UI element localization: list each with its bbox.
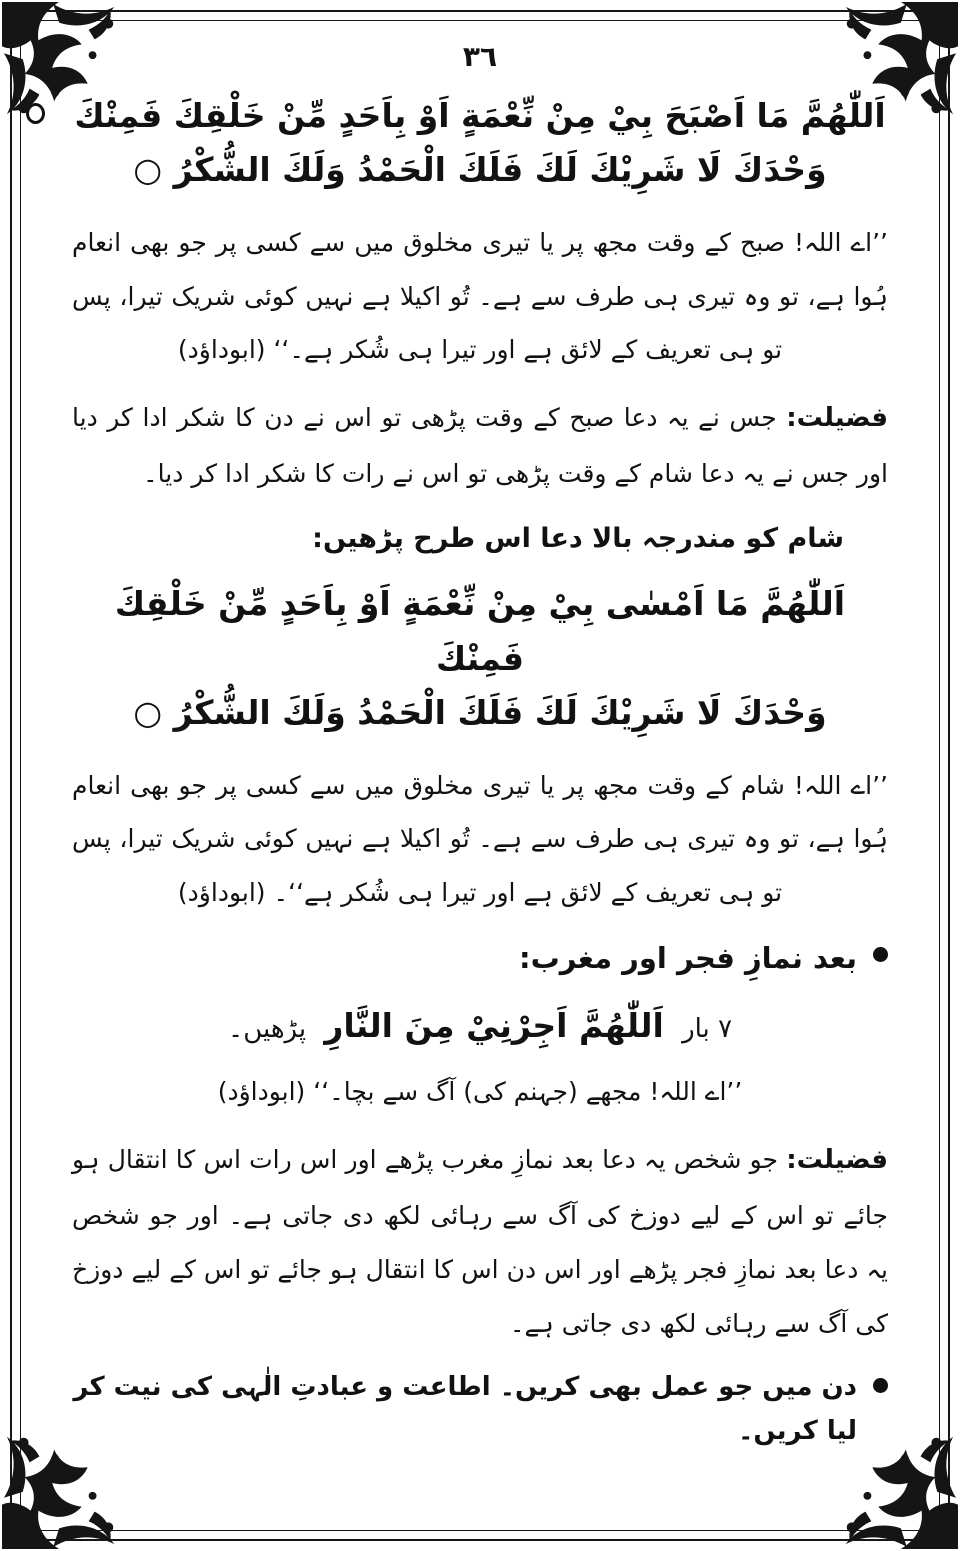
morning-dua-virtue xyxy=(72,391,888,501)
evening-dua-translation: ’’اے اللہ! شام کے وقت مجھ پر یا تیری مخلوق میں سے کسی پر جو بھی انعام ہُوا ہے، تو وہ تیری ہی طرف سے ہے۔ تُو اکیلا ہے نہیں کوئی شریک تیرا، پس تو ہی تعریف کے لائق ہے اور تیرا ہی شُکر ہے‘‘۔ (ابوداؤد) xyxy=(72,770,888,908)
read-suffix: پڑھیں۔ xyxy=(227,1014,307,1045)
list-bullet-icon xyxy=(873,947,888,962)
dua-line-2: وَحْدَكَ لَا شَرِيْكَ لَكَ فَلَكَ الْحَمْدُ وَلَكَ الشُّكْرُ ○ xyxy=(133,693,827,733)
fajr-maghrib-heading: بعد نمازِ فجر اور مغرب: xyxy=(518,940,857,975)
short-dua-arabic: اَللّٰهُمَّ اَجِرْنِيْ مِنَ النَّارِ xyxy=(324,1006,664,1046)
evening-dua-arabic xyxy=(72,577,888,740)
page-content xyxy=(72,36,888,1515)
short-dua-translation: ’’اے اللہ! مجھے (جہنم کی) آگ سے بچا۔‘‘ (ابوداؤد) xyxy=(217,1076,743,1106)
final-note-row xyxy=(72,1365,888,1453)
dua-line-1: اَللّٰهُمَّ مَا اَصْبَحَ بِيْ مِنْ نِّعْمَةٍ اَوْ بِاَحَدٍ مِّنْ خَلْقِكَ فَمِنْكَ xyxy=(74,96,886,135)
dua-line-1: اَللّٰهُمَّ مَا اَمْسٰی بِيْ مِنْ نِّعْمَةٍ اَوْ بِاَحَدٍ مِّنْ خَلْقِكَ فَمِنْكَ xyxy=(114,584,846,678)
list-bullet-icon xyxy=(873,1378,888,1393)
virtue-label: فضیلت: xyxy=(786,1145,888,1176)
floral-corner-ornament-icon xyxy=(2,2,130,130)
virtue-label: فضیلت: xyxy=(786,403,888,434)
evening-instruction-heading: شام کو مندرجہ بالا دعا اس طرح پڑھیں: xyxy=(312,522,844,554)
count-prefix: ۷ بار xyxy=(682,1014,733,1045)
virtue-text: جو شخص یہ دعا بعد نمازِ مغرب پڑھے اور اس رات اس کا انتقال ہو جائے تو اس کے لیے دوزخ کی آگ سے رہائی لکھ دی جاتی ہے۔ اور جو شخص یہ دعا بعد نمازِ فجر پڑھے اور اس دن اس کا انتقال ہو جائے تو اس کے لیے دوزخ کی آگ سے رہائی لکھ دی جاتی ہے۔ xyxy=(72,1145,888,1338)
floral-corner-ornament-icon xyxy=(2,1421,130,1549)
floral-corner-ornament-icon xyxy=(830,2,958,130)
morning-dua-arabic xyxy=(72,89,888,198)
final-note-text: دن میں جو عمل بھی کریں۔ اطاعت و عبادتِ الٰہی کی نیت کر لیا کریں۔ xyxy=(73,1371,857,1446)
virtue-text: جس نے یہ دعا صبح کے وقت پڑھی تو اس نے دن کا شکر ادا کر دیا اور جس نے یہ دعا شام کے وقت پڑھی تو اس نے رات کا شکر ادا کر دیا۔ xyxy=(72,403,888,489)
floral-corner-ornament-icon xyxy=(830,1421,958,1549)
fajr-maghrib-heading-row xyxy=(72,934,888,983)
dua-line-2: وَحْدَكَ لَا شَرِيْكَ لَكَ فَلَكَ الْحَمْدُ وَلَكَ الشُّكْرُ ○ xyxy=(133,150,827,190)
seven-times-instruction xyxy=(72,995,888,1058)
page-number: ٣٦ xyxy=(462,40,498,73)
morning-dua-translation: ’’اے اللہ! صبح کے وقت مجھ پر یا تیری مخلوق میں سے کسی پر جو بھی انعام ہُوا ہے، تو وہ تیری ہی طرف سے ہے۔ تُو اکیلا ہے نہیں کوئی شریک تیرا، پس تو ہی تعریف کے لائق ہے اور تیرا ہی شُکر ہے۔‘‘ (ابوداؤد) xyxy=(72,227,888,365)
fajr-maghrib-virtue xyxy=(72,1133,888,1350)
